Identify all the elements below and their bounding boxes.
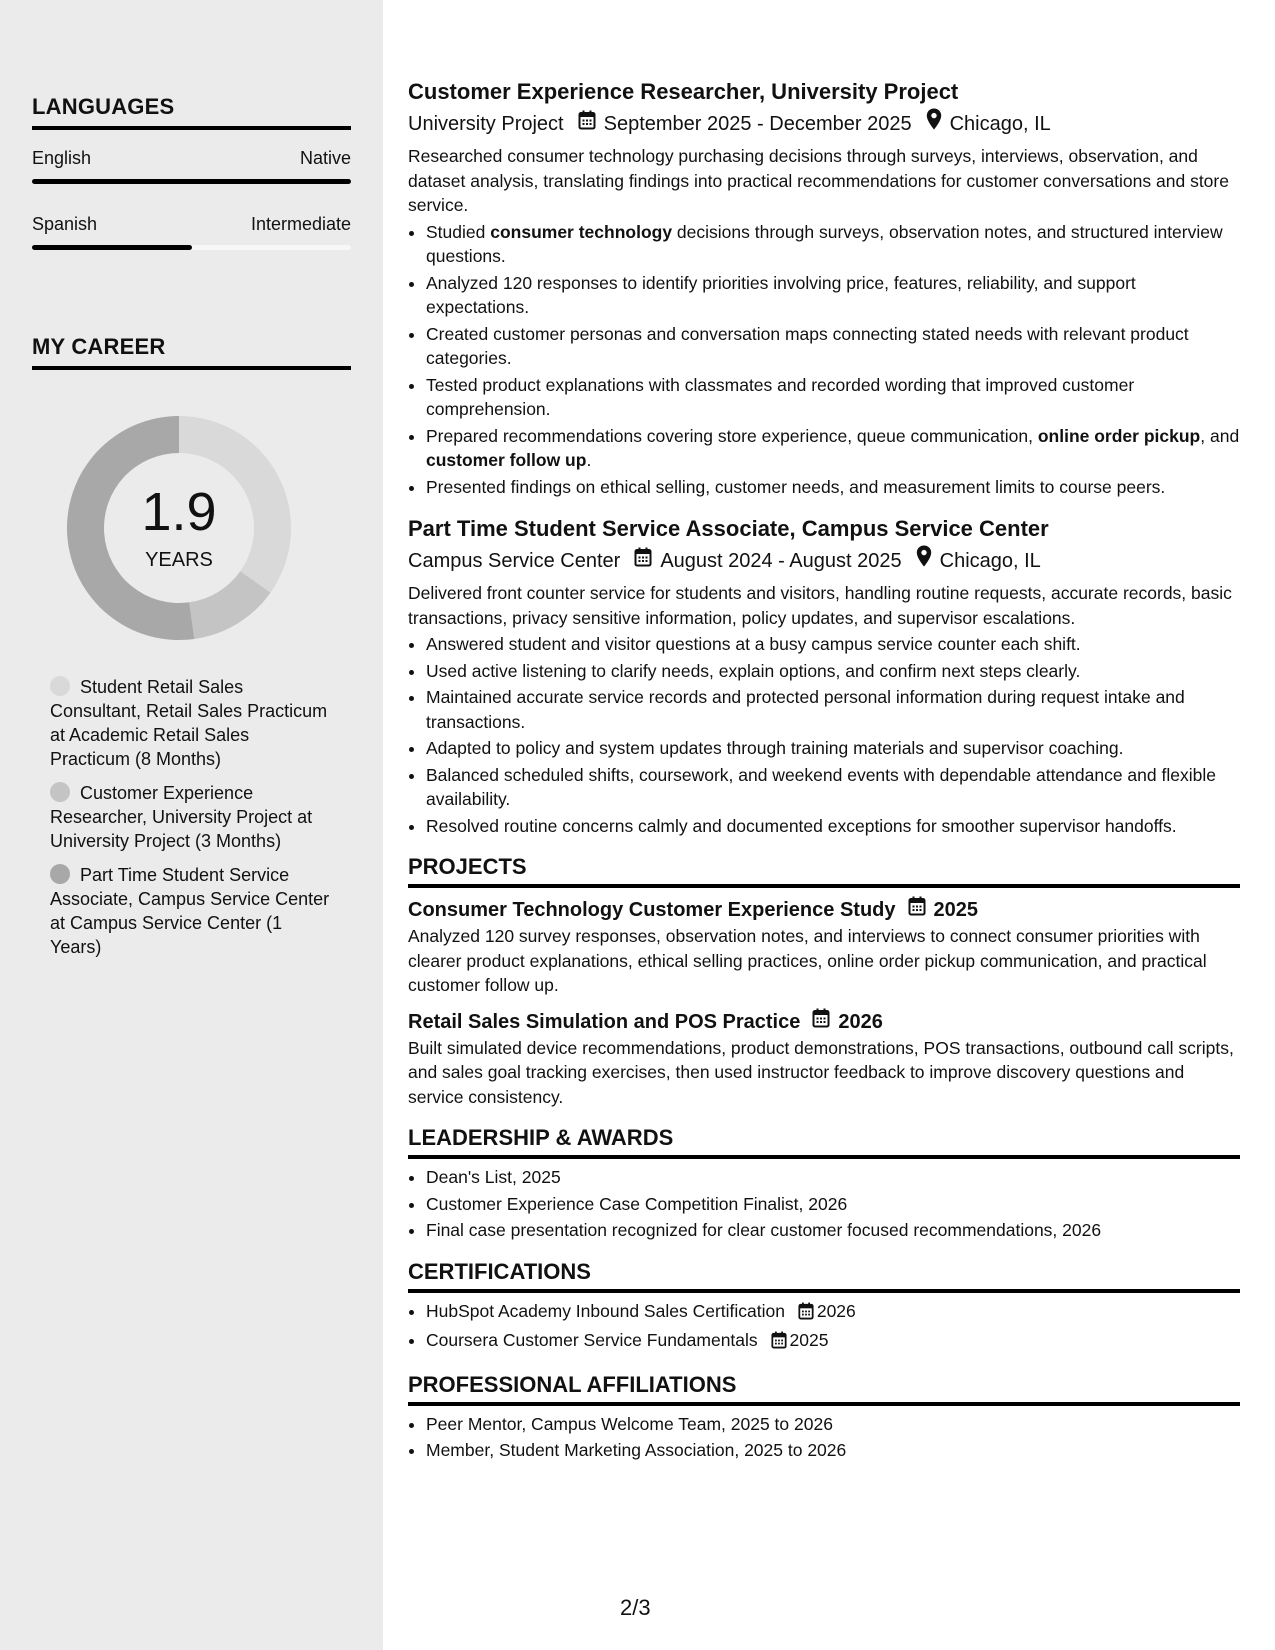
job-bullet: • Prepared recommendations covering store experience, queue communication, online order pickup, and customer follow up. [426,424,1240,473]
job-bullet: • Studied consumer technology decisions through surveys, observation notes, and structured interview questions. [426,220,1240,269]
job-bullet: • Adapted to policy and system updates through training materials and supervisor coaching. [426,736,1240,761]
language-proficiency-bar [32,179,351,184]
job-bullet: • Tested product explanations with classmates and recorded wording that improved customer comprehension. [426,373,1240,422]
project-year: 2025 [933,899,979,921]
calendar-icon [908,896,926,924]
leadership-heading: LEADERSHIP & AWARDS [408,1125,1240,1159]
sidebar [0,0,383,1650]
job-bullets [408,632,1240,838]
career-legend-item [50,781,330,853]
project-item [408,1008,1240,1110]
certification-item [426,1299,1240,1327]
calendar-icon [798,1302,814,1327]
job-bullet: • Presented findings on ethical selling, customer needs, and measurement limits to course peers. [426,475,1240,500]
job-bullet: • Resolved routine concerns calmly and documented exceptions for smoother supervisor handoffs. [426,814,1240,839]
location-pin-icon [916,545,932,576]
certification-item [426,1328,1240,1356]
career-legend [50,675,330,969]
job-location: Chicago, IL [949,112,1051,135]
job-meta [408,108,1240,139]
experience-entry [408,513,1240,838]
career-legend-text: Student Retail Sales Consultant, Retail Sales Practicum at Academic Retail Sales Practicum (8 Months) [50,677,328,769]
job-bullets [408,220,1240,500]
project-description: Analyzed 120 survey responses, observation notes, and interviews to connect consumer priorities with clearer product explanations, ethical selling practices, online order pickup communication, and practical customer follow up. [408,926,1207,995]
languages-heading: LANGUAGES [32,94,351,130]
leadership-section [408,1125,1240,1243]
affiliations-list [408,1412,1240,1463]
location-pin-icon [926,108,942,139]
job-bullet: • Answered student and visitor questions at a busy campus service counter each shift. [426,632,1240,657]
certifications-section [408,1259,1240,1356]
certifications-list [408,1299,1240,1356]
job-meta [408,545,1240,576]
job-title: Customer Experience Researcher, University Project [408,79,959,104]
job-summary: Researched consumer technology purchasing decisions through surveys, interviews, observation, and dataset analysis, translating findings into practical recommendations for customer conversations and store service. [408,146,1229,215]
leadership-list [408,1165,1240,1243]
language-item [32,214,351,250]
job-bullet: • Analyzed 120 responses to identify priorities involving price, features, reliability, and support expectations. [426,271,1240,320]
affiliation-item: • Member, Student Marketing Association, 2025 to 2026 [426,1438,1240,1463]
language-name: English [32,148,92,168]
legend-dot-icon [50,676,70,696]
language-proficiency-fill [32,179,351,184]
career-legend-item [50,675,330,771]
calendar-icon [634,546,652,576]
leadership-item: • Dean's List, 2025 [426,1165,1240,1190]
project-item [408,896,1240,998]
job-org: Campus Service Center [408,549,621,572]
job-bullet: • Created customer personas and conversation maps connecting stated needs with relevant product categories. [426,322,1240,371]
job-title: Part Time Student Service Associate, Campus Service Center [408,516,1049,541]
legend-dot-icon [50,864,70,884]
job-bullet: • Maintained accurate service records and protected personal information during request intake and transactions. [426,685,1240,734]
language-item [32,148,351,184]
language-level: Native [299,148,351,168]
career-total-unit: YEARS [145,549,213,571]
job-dates: August 2024 - August 2025 [660,549,902,572]
language-name: Spanish [32,214,98,234]
career-legend-item [50,863,330,959]
certifications-heading: CERTIFICATIONS [408,1259,1240,1293]
job-bullet: • Balanced scheduled shifts, coursework, and weekend events with dependable attendance and flexible availability. [426,763,1240,812]
language-proficiency-bar [32,245,351,250]
projects-heading: PROJECTS [408,854,1240,888]
job-summary: Delivered front counter service for students and visitors, handling routine requests, accurate records, basic transactions, privacy sensitive information, policy updates, and supervisor escalations. [408,583,1232,628]
career-section [32,334,351,370]
certification-year: 2025 [789,1330,829,1350]
calendar-icon [812,1008,830,1036]
affiliation-item: • Peer Mentor, Campus Welcome Team, 2025 to 2026 [426,1412,1240,1437]
job-bullet: • Used active listening to clarify needs, explain options, and confirm next steps clearly. [426,659,1240,684]
languages-section [32,94,351,250]
career-donut-chart [64,413,294,643]
job-dates: September 2025 - December 2025 [603,112,912,135]
certification-name: Coursera Customer Service Fundamentals [426,1330,758,1350]
certification-year: 2026 [816,1300,856,1321]
language-proficiency-fill [32,245,192,250]
page-number: 2/3 [620,1595,651,1620]
calendar-icon [771,1331,787,1356]
project-title: Consumer Technology Customer Experience Study [408,899,896,921]
leadership-item: • Customer Experience Case Competition Finalist, 2026 [426,1192,1240,1217]
career-total-years: 1.9 [141,482,217,542]
job-org: University Project [408,112,564,135]
job-location: Chicago, IL [939,549,1041,572]
calendar-icon [578,109,596,139]
projects-section [408,854,1240,1109]
main-content [408,76,1240,1465]
career-legend-text: Part Time Student Service Associate, Campus Service Center at Campus Service Center (1 Years) [50,865,330,957]
career-legend-text: Customer Experience Researcher, University Project at University Project (3 Months) [50,783,313,851]
leadership-item: • Final case presentation recognized for clear customer focused recommendations, 2026 [426,1218,1240,1243]
career-heading: MY CAREER [32,334,351,370]
experience-entry [408,76,1240,499]
project-description: Built simulated device recommendations, product demonstrations, POS transactions, outbound call scripts, and sales goal tracking exercises, then used instructor feedback to improve discovery questions and service consistency. [408,1037,1234,1107]
affiliations-heading: PROFESSIONAL AFFILIATIONS [408,1372,1240,1406]
language-level: Intermediate [250,214,351,234]
project-title: Retail Sales Simulation and POS Practice [408,1010,801,1033]
legend-dot-icon [50,782,70,802]
affiliations-section [408,1372,1240,1463]
certification-name: HubSpot Academy Inbound Sales Certification [426,1300,785,1321]
project-year: 2026 [838,1010,883,1033]
